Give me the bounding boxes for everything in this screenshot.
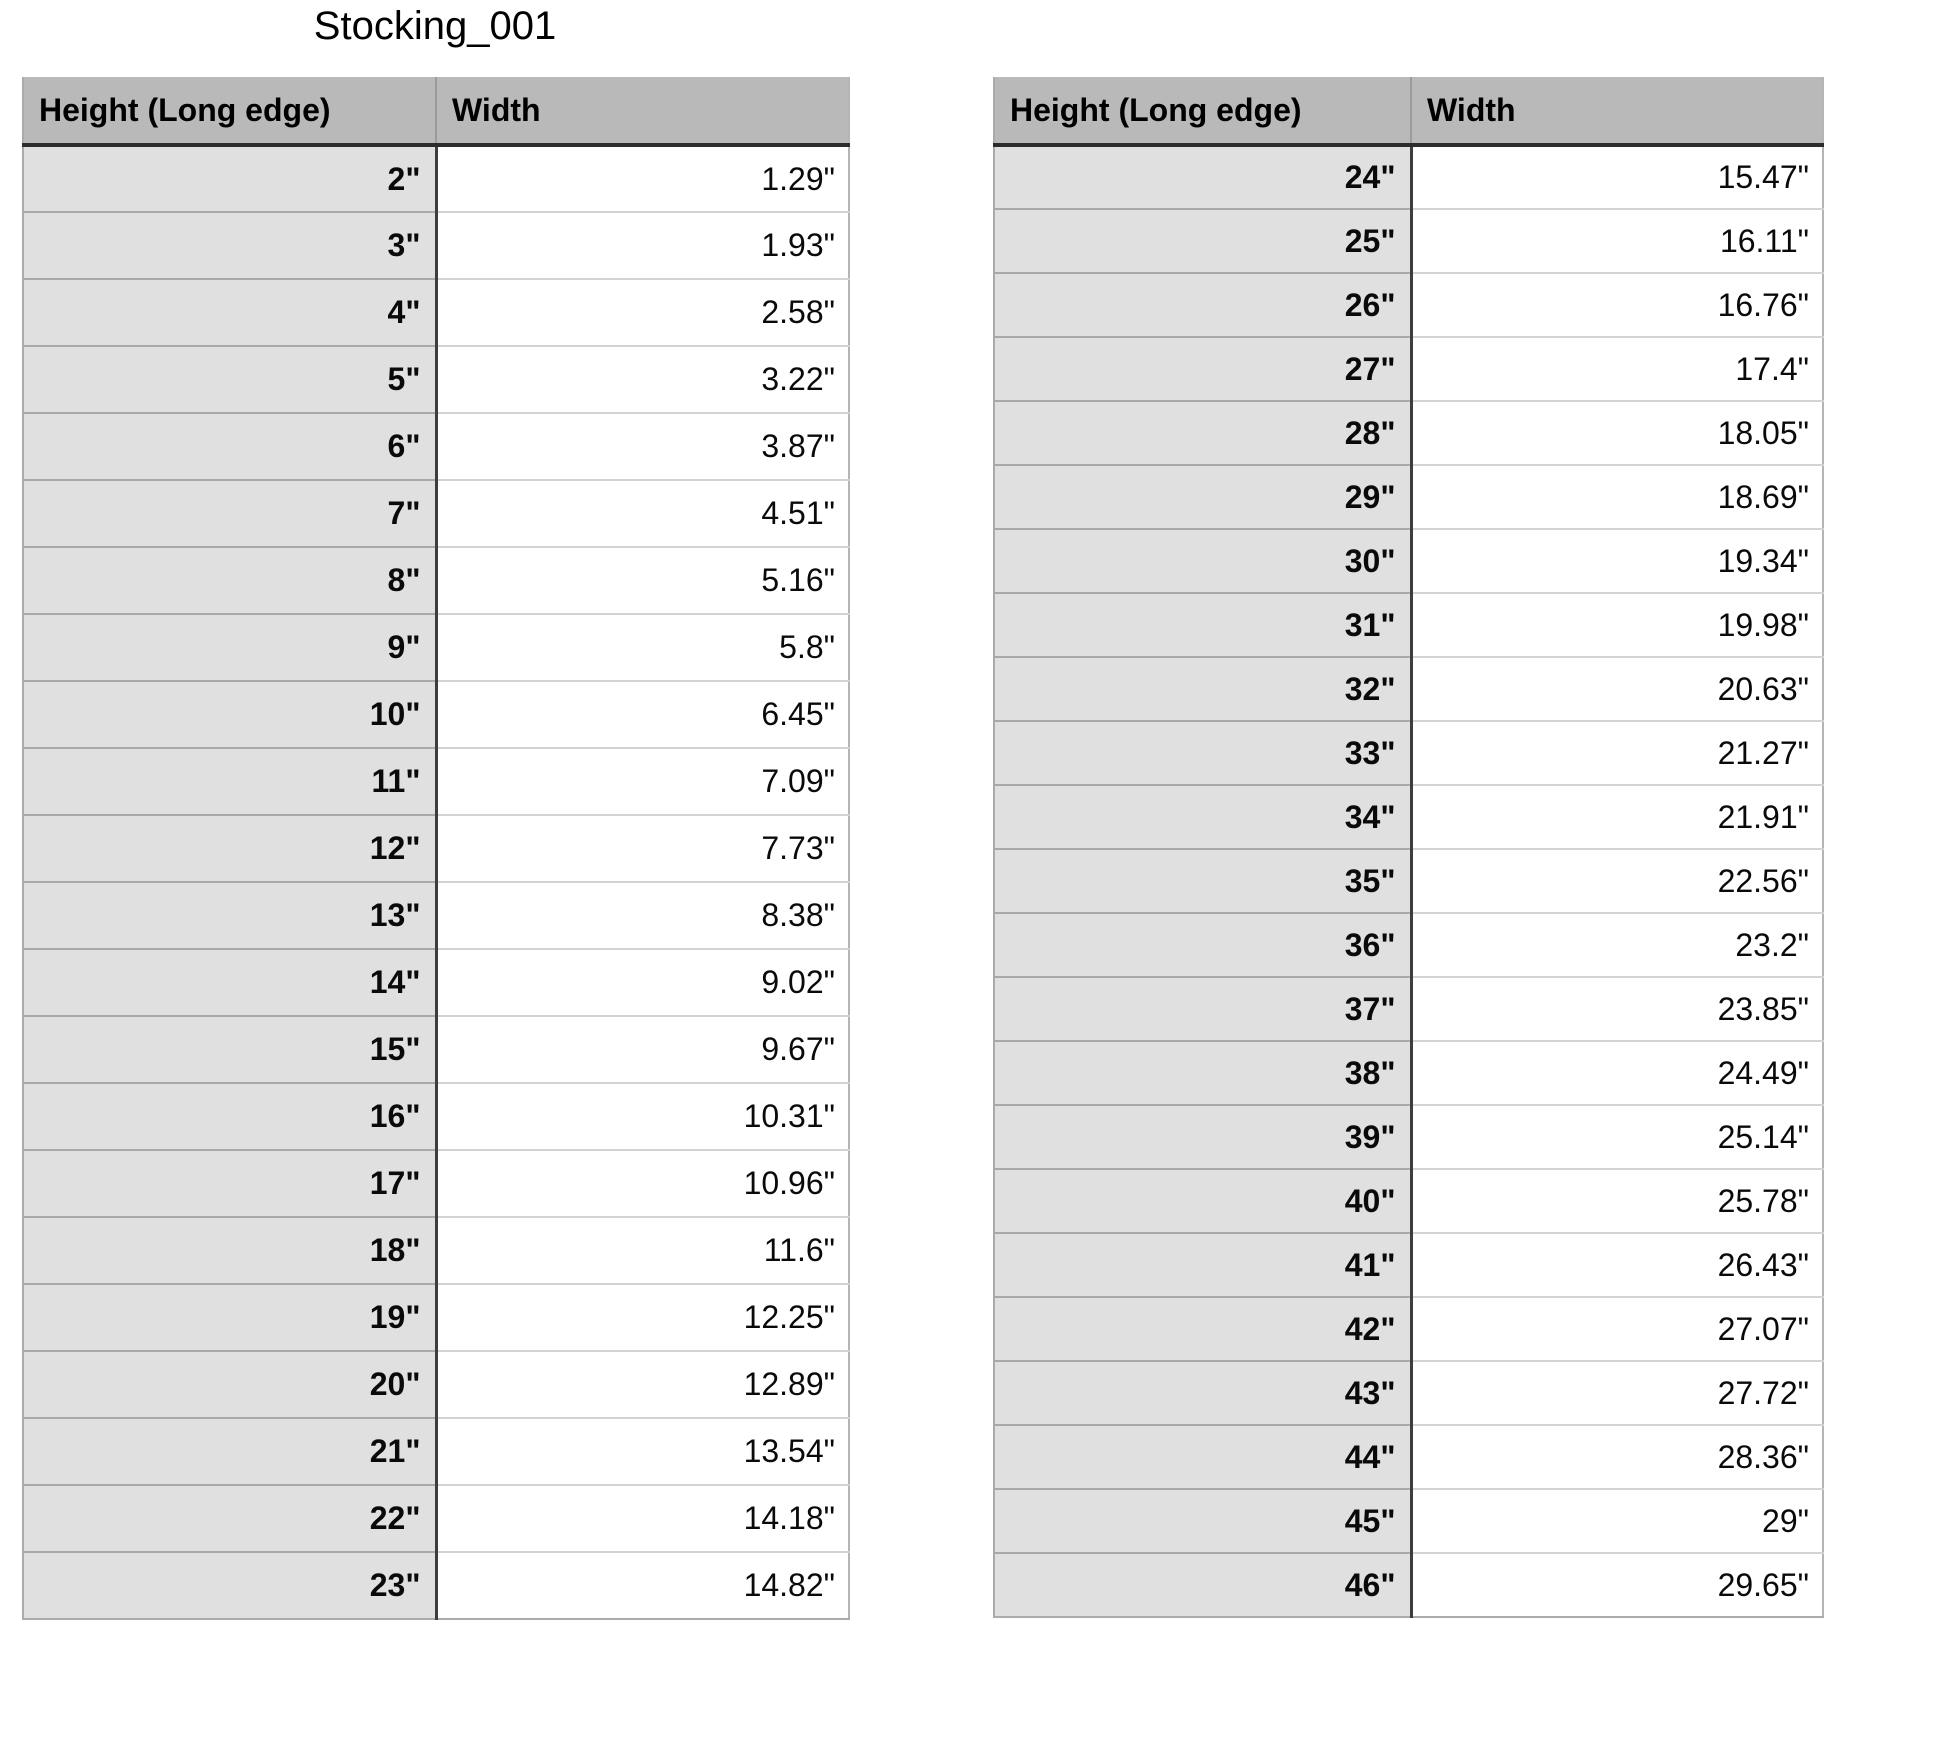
width-cell: 9.67" [436, 1016, 849, 1083]
table-row [994, 1233, 1823, 1297]
height-cell: 22" [23, 1485, 436, 1552]
table-row [994, 977, 1823, 1041]
table-row [23, 1485, 849, 1552]
height-cell: 15" [23, 1016, 436, 1083]
height-cell: 17" [23, 1150, 436, 1217]
height-cell: 39" [994, 1105, 1411, 1169]
height-cell: 8" [23, 547, 436, 614]
table-row [994, 1105, 1823, 1169]
height-cell: 12" [23, 815, 436, 882]
height-cell: 32" [994, 657, 1411, 721]
table-row [994, 913, 1823, 977]
table-row [23, 279, 849, 346]
width-cell: 26.43" [1411, 1233, 1823, 1297]
width-cell: 3.87" [436, 413, 849, 480]
height-cell: 38" [994, 1041, 1411, 1105]
width-cell: 22.56" [1411, 849, 1823, 913]
width-cell: 25.78" [1411, 1169, 1823, 1233]
width-cell: 1.29" [436, 145, 849, 212]
width-cell: 11.6" [436, 1217, 849, 1284]
width-cell: 16.76" [1411, 273, 1823, 337]
width-cell: 15.47" [1411, 145, 1823, 209]
height-cell: 24" [994, 145, 1411, 209]
table-row [23, 480, 849, 547]
height-cell: 30" [994, 529, 1411, 593]
width-cell: 18.69" [1411, 465, 1823, 529]
header-row [994, 77, 1823, 145]
width-cell: 27.72" [1411, 1361, 1823, 1425]
width-cell: 12.25" [436, 1284, 849, 1351]
width-cell: 10.31" [436, 1083, 849, 1150]
height-cell: 26" [994, 273, 1411, 337]
width-cell: 28.36" [1411, 1425, 1823, 1489]
table-row [994, 1297, 1823, 1361]
height-cell: 27" [994, 337, 1411, 401]
height-cell: 7" [23, 480, 436, 547]
table-row [994, 337, 1823, 401]
table-row [994, 1169, 1823, 1233]
width-cell: 10.96" [436, 1150, 849, 1217]
height-cell: 25" [994, 209, 1411, 273]
width-cell: 7.73" [436, 815, 849, 882]
table-row [994, 1041, 1823, 1105]
table-row [23, 1083, 849, 1150]
width-cell: 17.4" [1411, 337, 1823, 401]
table-row [23, 1552, 849, 1619]
table-row [994, 145, 1823, 209]
page-title: Stocking_001 [313, 4, 557, 48]
table-row [994, 1425, 1823, 1489]
table-row [23, 1150, 849, 1217]
table-row [23, 346, 849, 413]
width-cell: 25.14" [1411, 1105, 1823, 1169]
width-cell: 14.82" [436, 1552, 849, 1619]
width-cell: 23.85" [1411, 977, 1823, 1041]
width-cell: 14.18" [436, 1485, 849, 1552]
table-row [994, 273, 1823, 337]
width-cell: 18.05" [1411, 401, 1823, 465]
height-cell: 42" [994, 1297, 1411, 1361]
height-cell: 23" [23, 1552, 436, 1619]
table-row [994, 401, 1823, 465]
table-row [994, 209, 1823, 273]
width-cell: 29" [1411, 1489, 1823, 1553]
column-header-height: Height (Long edge) [994, 77, 1411, 145]
table-row [23, 413, 849, 480]
height-cell: 14" [23, 949, 436, 1016]
height-cell: 19" [23, 1284, 436, 1351]
table-row [23, 815, 849, 882]
width-cell: 19.34" [1411, 529, 1823, 593]
table-row [994, 785, 1823, 849]
width-cell: 8.38" [436, 882, 849, 949]
width-cell: 21.27" [1411, 721, 1823, 785]
table-row [23, 547, 849, 614]
column-header-width: Width [436, 77, 849, 145]
width-cell: 4.51" [436, 480, 849, 547]
height-cell: 2" [23, 145, 436, 212]
table-row [994, 593, 1823, 657]
table-row [23, 1284, 849, 1351]
table-row [994, 529, 1823, 593]
height-cell: 34" [994, 785, 1411, 849]
height-cell: 18" [23, 1217, 436, 1284]
height-cell: 4" [23, 279, 436, 346]
width-cell: 24.49" [1411, 1041, 1823, 1105]
height-cell: 11" [23, 748, 436, 815]
height-cell: 40" [994, 1169, 1411, 1233]
table-row [994, 1489, 1823, 1553]
width-cell: 21.91" [1411, 785, 1823, 849]
table-row [23, 1418, 849, 1485]
width-cell: 1.93" [436, 212, 849, 279]
table-row [23, 1351, 849, 1418]
column-header-width: Width [1411, 77, 1823, 145]
height-cell: 31" [994, 593, 1411, 657]
table-row [994, 657, 1823, 721]
table-row [23, 748, 849, 815]
table-row [23, 681, 849, 748]
width-cell: 27.07" [1411, 1297, 1823, 1361]
height-cell: 13" [23, 882, 436, 949]
height-cell: 16" [23, 1083, 436, 1150]
height-cell: 33" [994, 721, 1411, 785]
width-cell: 23.2" [1411, 913, 1823, 977]
height-cell: 6" [23, 413, 436, 480]
width-cell: 2.58" [436, 279, 849, 346]
height-cell: 41" [994, 1233, 1411, 1297]
width-cell: 3.22" [436, 346, 849, 413]
height-cell: 28" [994, 401, 1411, 465]
width-cell: 13.54" [436, 1418, 849, 1485]
height-cell: 21" [23, 1418, 436, 1485]
height-cell: 45" [994, 1489, 1411, 1553]
table-row [23, 614, 849, 681]
width-cell: 6.45" [436, 681, 849, 748]
table-row [23, 212, 849, 279]
height-cell: 46" [994, 1553, 1411, 1617]
height-cell: 36" [994, 913, 1411, 977]
table-row [994, 849, 1823, 913]
height-cell: 43" [994, 1361, 1411, 1425]
height-cell: 35" [994, 849, 1411, 913]
column-header-height: Height (Long edge) [23, 77, 436, 145]
table-row [23, 145, 849, 212]
size-table-left [22, 77, 850, 1620]
width-cell: 12.89" [436, 1351, 849, 1418]
table-row [994, 721, 1823, 785]
width-cell: 29.65" [1411, 1553, 1823, 1617]
table-row [23, 1217, 849, 1284]
width-cell: 5.8" [436, 614, 849, 681]
height-cell: 20" [23, 1351, 436, 1418]
width-cell: 5.16" [436, 547, 849, 614]
table-row [23, 949, 849, 1016]
table-row [23, 882, 849, 949]
width-cell: 20.63" [1411, 657, 1823, 721]
height-cell: 9" [23, 614, 436, 681]
table-row [994, 465, 1823, 529]
width-cell: 7.09" [436, 748, 849, 815]
header-row [23, 77, 849, 145]
width-cell: 16.11" [1411, 209, 1823, 273]
width-cell: 19.98" [1411, 593, 1823, 657]
table-row [994, 1553, 1823, 1617]
height-cell: 44" [994, 1425, 1411, 1489]
size-table-right [993, 77, 1824, 1618]
width-cell: 9.02" [436, 949, 849, 1016]
height-cell: 3" [23, 212, 436, 279]
height-cell: 37" [994, 977, 1411, 1041]
table-row [23, 1016, 849, 1083]
table-row [994, 1361, 1823, 1425]
height-cell: 29" [994, 465, 1411, 529]
height-cell: 5" [23, 346, 436, 413]
height-cell: 10" [23, 681, 436, 748]
